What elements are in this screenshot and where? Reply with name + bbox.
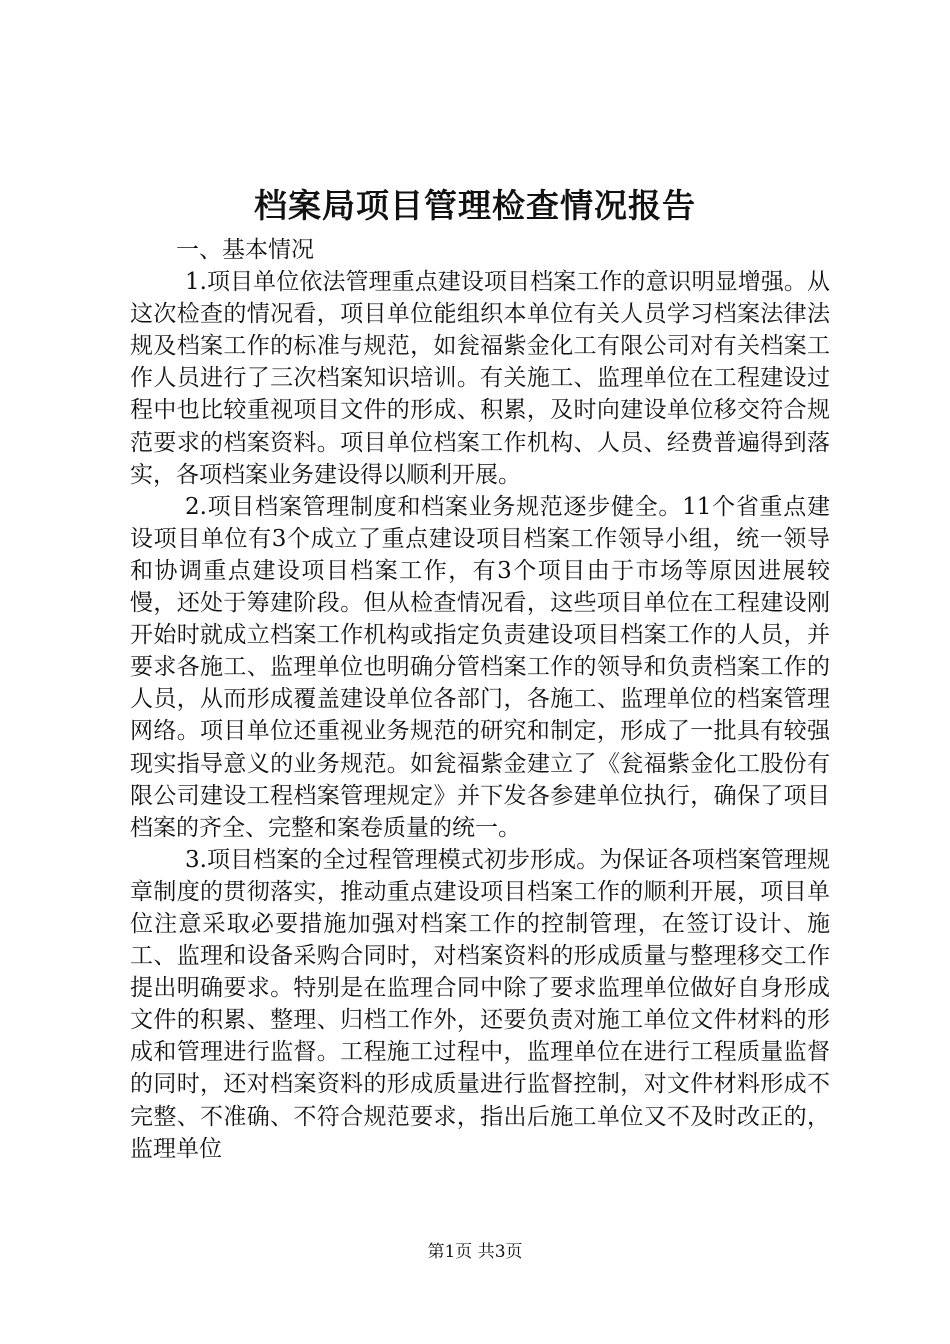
document-body	[130, 234, 830, 1165]
paragraph-3: 3.项目档案的全过程管理模式初步形成。为保证各项档案管理规章制度的贯彻落实，推动重点建设项目档案工作的顺利开展，项目单位注意采取必要措施加强对档案工作的控制管理，在签订设计、施工、监理和设备采购合同时，对档案资料的形成质量与整理移交工作提出明确要求。特别是在监理合同中除了要求监理单位做好自身形成文件的积累、整理、归档工作外，还要负责对施工单位文件材料的形成和管理进行监督。工程施工过程中，监理单位在进行工程质量监督的同时，还对档案资料的形成质量进行监督控制，对文件材料形成不完整、不准确、不符合规范要求，指出后施工单位又不及时改正的，监理单位	[130, 846, 830, 1162]
paragraph-2: 2.项目档案管理制度和档案业务规范逐步健全。11个省重点建设项目单位有3个成立了重点建设项目档案工作领导小组，统一领导和协调重点建设项目档案工作，有3个项目由于市场等原因进展较慢，还处于筹建阶段。但从检查情况看，这些项目单位在工程建设刚开始时就成立档案工作机构或指定负责建设项目档案工作的人员，并要求各施工、监理单位也明确分管档案工作的领导和负责档案工作的人员，从而形成覆盖建设单位各部门，各施工、监理单位的档案管理网络。项目单位还重视业务规范的研究和制定，形成了一批具有较强现实指导意义的业务规范。如瓮福紫金建立了《瓮福紫金化工股份有限公司建设工程档案管理规定》并下发各参建单位执行，确保了项目档案的齐全、完整和案卷质量的统一。	[130, 493, 830, 841]
document-title: 档案局项目管理检查情况报告	[254, 186, 696, 225]
section-heading: 一、基本情况	[176, 237, 314, 263]
page-number-footer: 第1页 共3页	[427, 1242, 523, 1262]
paragraph-1: 1.项目单位依法管理重点建设项目档案工作的意识明显增强。从这次检查的情况看，项目单位能组织本单位有关人员学习档案法律法规及档案工作的标准与规范，如瓮福紫金化工有限公司对有关档案工作人员进行了三次档案知识培训。有关施工、监理单位在工程建设过程中也比较重视项目文件的形成、积累，及时向建设单位移交符合规范要求的档案资料。项目单位档案工作机构、人员、经费普遍得到落实，各项档案业务建设得以顺利开展。	[130, 269, 830, 488]
